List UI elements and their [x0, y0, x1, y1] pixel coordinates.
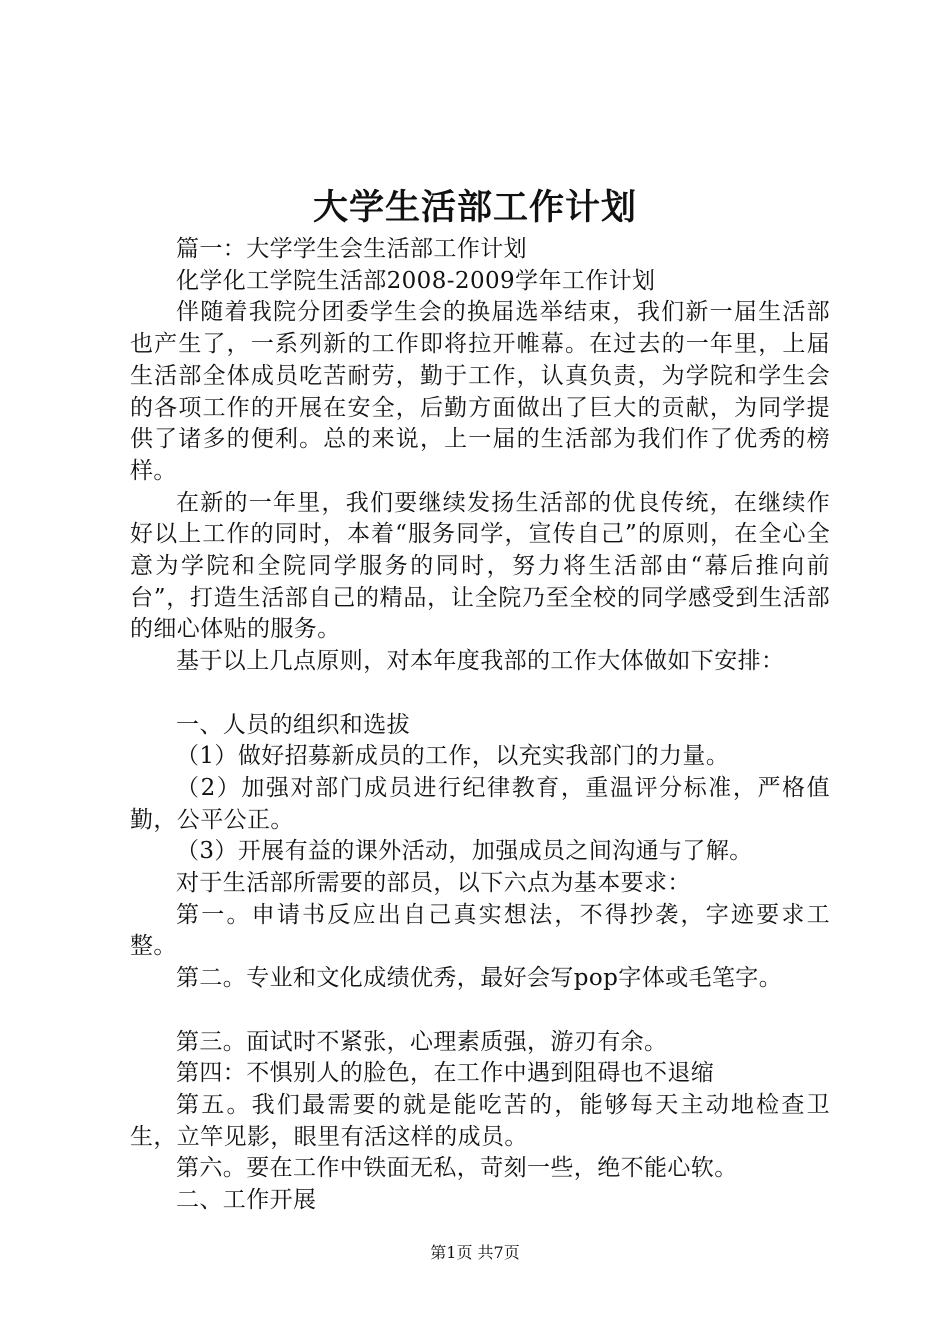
requirement-2: 第二。专业和文化成绩优秀，最好会写pop字体或毛笔字。	[176, 965, 783, 992]
heading-work: 二、工作开展	[176, 1187, 317, 1214]
document-body	[130, 234, 830, 1217]
paragraph-plan-title: 化学化工学院生活部2008-2009学年工作计划	[176, 267, 656, 294]
requirement-3: 第三。面试时不紧张，心理素质强，游刃有余。	[176, 1028, 668, 1055]
list-item-2: （2）加强对部门成员进行纪律教育，重温评分标准，严格值勤，公平公正。	[130, 774, 830, 833]
paragraph-arrangement: 基于以上几点原则，对本年度我部的工作大体做如下安排：	[176, 648, 785, 675]
requirement-4: 第四：不惧别人的脸色，在工作中遇到阻碍也不退缩	[176, 1060, 715, 1087]
document-title: 大学生活部工作计划	[312, 187, 637, 228]
requirement-5: 第五。我们最需要的就是能吃苦的，能够每天主动地检查卫生，立竿见影，眼里有活这样的成员。	[130, 1091, 830, 1150]
paragraph-intro: 伴随着我院分团委学生会的换届选举结束，我们新一届生活部也产生了，一系列新的工作即将拉开帷幕。在过去的一年里，上届生活部全体成员吃苦耐劳，勤于工作，认真负责，为学院和学生会的各项工作的开展在安全，后勤方面做出了巨大的贡献，为同学提供了诸多的便利。总的来说，上一届的生活部为我们作了优秀的榜样。	[130, 299, 830, 484]
heading-personnel: 一、人员的组织和选拔	[176, 711, 410, 738]
paragraph-section-heading: 篇一：大学学生会生活部工作计划	[176, 236, 527, 262]
page-footer: 第1页 共7页	[430, 1243, 520, 1262]
paragraph-requirements: 对于生活部所需要的部员，以下六点为基本要求：	[176, 870, 691, 897]
list-item-1: （1）做好招募新成员的工作，以充实我部门的力量。	[176, 743, 730, 770]
requirement-1: 第一。申请书反应出自己真实想法，不得抄袭，字迹要求工整。	[130, 901, 830, 960]
list-item-3: （3）开展有益的课外活动，加强成员之间沟通与了解。	[176, 838, 753, 865]
paragraph-new-year: 在新的一年里，我们要继续发扬生活部的优良传统，在继续作好以上工作的同时，本着“服务同学，宣传自己”的原则，在全心全意为学院和全院同学服务的同时，努力将生活部由“幕后推向前台”，打造生活部自己的精品，让全院乃至全校的同学感受到生活部的细心体贴的服务。	[130, 489, 830, 643]
requirement-6: 第六。要在工作中铁面无私，苛刻一些，绝不能心软。	[176, 1155, 738, 1182]
